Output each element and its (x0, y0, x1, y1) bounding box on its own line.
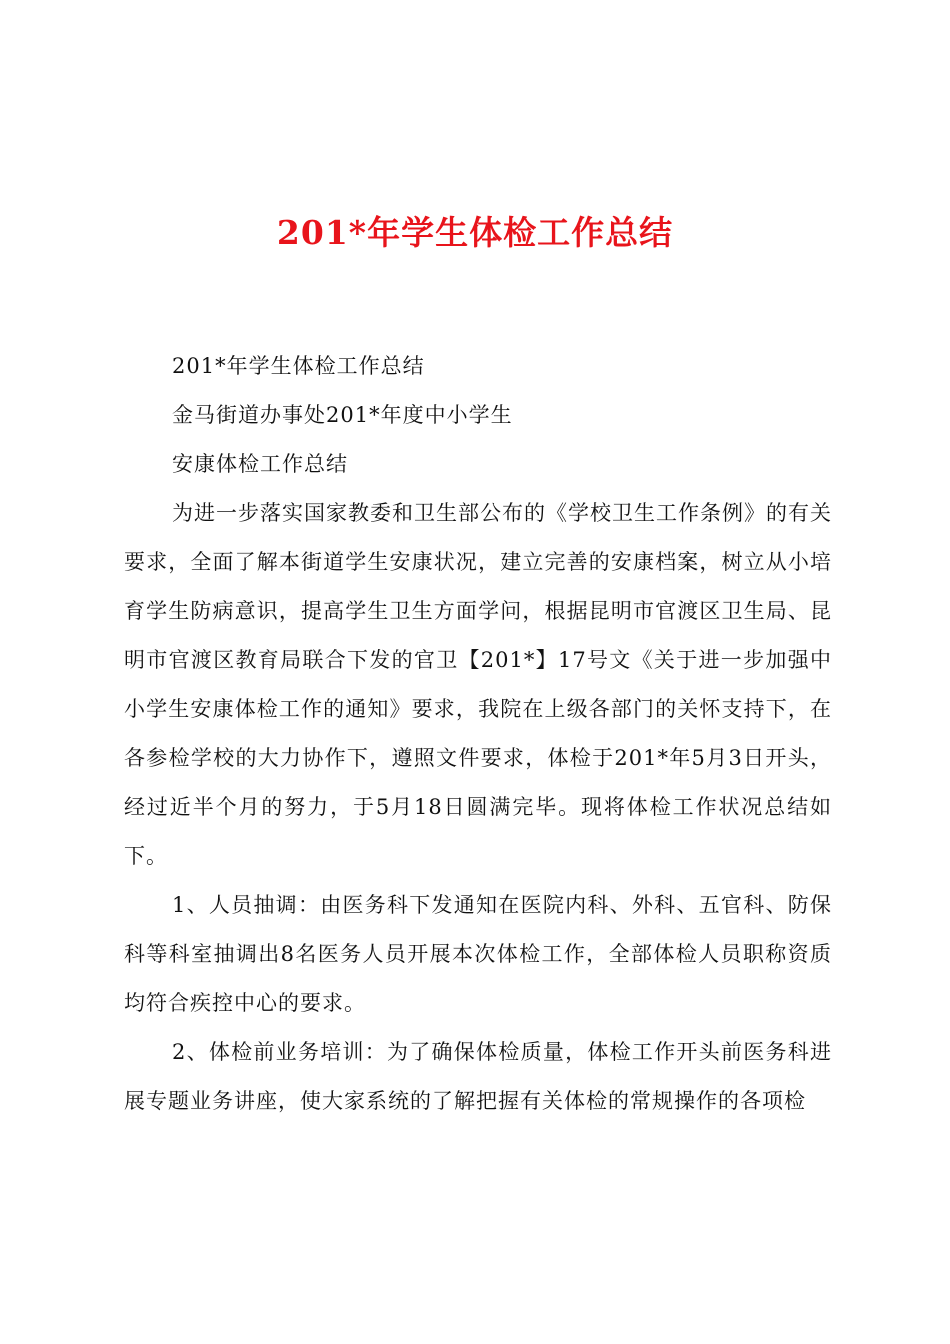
subtitle-line: 201*年学生体检工作总结 (172, 354, 425, 378)
report-name-line: 安康体检工作总结 (172, 452, 348, 476)
training-paragraph: 2、体检前业务培训：为了确保体检质量，体检工作开头前医务科进展专题业务讲座，使大家系统的了解把握有关体检的常规操作的各项检 (124, 1040, 832, 1113)
intro-paragraph: 为进一步落实国家教委和卫生部公布的《学校卫生工作条例》的有关要求，全面了解本街道学生安康状况，建立完善的安康档案，树立从小培育学生防病意识，提高学生卫生方面学问，根据昆明市官渡区卫生局、昆明市官渡区教育局联合下发的官卫【201*】17号文《关于进一步加强中小学生安康体检工作的通知》要求，我院在上级各部门的关怀支持下，在各参检学校的大力协作下，遵照文件要求，体检于201*年5月3日开头，经过近半个月的努力，于5月18日圆满完毕。现将体检工作状况总结如下。 (124, 501, 832, 868)
staff-paragraph: 1、人员抽调：由医务科下发通知在医院内科、外科、五官科、防保科等科室抽调出8名医务人员开展本次体检工作，全部体检人员职称资质均符合疾控中心的要求。 (124, 893, 832, 1015)
document-body (124, 342, 832, 1126)
document-title: 201*年学生体检工作总结 (276, 213, 674, 252)
office-line: 金马街道办事处201*年度中小学生 (172, 403, 513, 427)
